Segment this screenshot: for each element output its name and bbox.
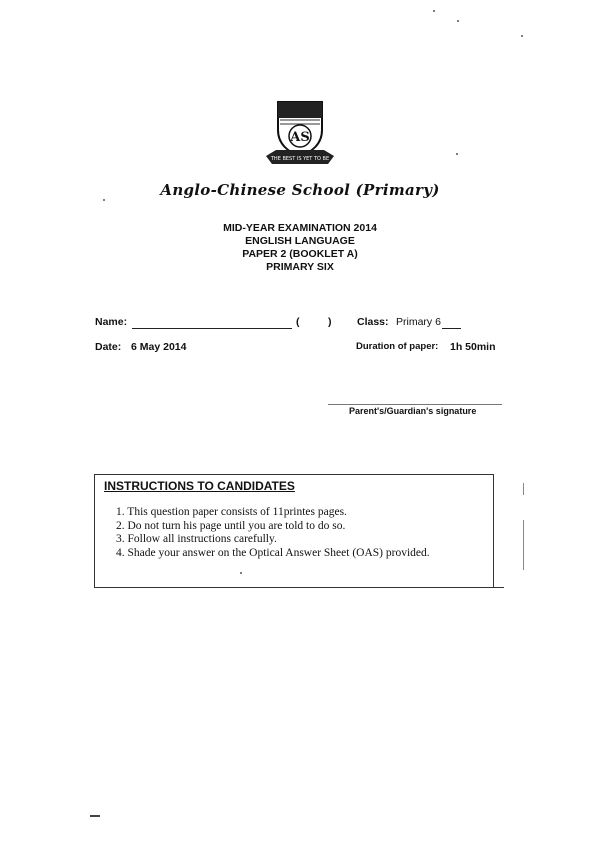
exam-level: PRIMARY SIX bbox=[266, 261, 334, 273]
duration-label: Duration of paper: bbox=[356, 341, 439, 352]
name-label: Name: bbox=[95, 316, 128, 328]
school-name: Anglo-Chinese School (Primary) bbox=[160, 181, 440, 199]
date-value: 6 May 2014 bbox=[131, 341, 187, 353]
instructions-list bbox=[116, 506, 430, 560]
instructions-box-bottom bbox=[94, 587, 504, 588]
paren-open: ( bbox=[296, 316, 300, 328]
instruction-item: 4. Shade your answer on the Optical Answer Sheet (OAS) provided. bbox=[116, 546, 430, 559]
instruction-item: 2. Do not turn his page until you are told to do so. bbox=[116, 519, 346, 532]
crest-shield-top bbox=[278, 102, 322, 118]
school-crest bbox=[262, 100, 338, 172]
signature-label: Parent's/Guardian's signature bbox=[349, 406, 477, 416]
duration-value: 1h 50min bbox=[450, 341, 496, 353]
class-label: Class: bbox=[357, 316, 389, 328]
scan-mark bbox=[523, 483, 524, 495]
instructions-title: INSTRUCTIONS TO CANDIDATES bbox=[104, 479, 295, 493]
scan-mark bbox=[523, 520, 524, 570]
scan-speck bbox=[433, 10, 435, 12]
instruction-item: 3. Follow all instructions carefully. bbox=[116, 533, 277, 545]
exam-subject: ENGLISH LANGUAGE bbox=[245, 235, 355, 247]
date-label: Date: bbox=[95, 341, 122, 353]
paren-close: ) bbox=[328, 316, 332, 328]
instruction-item: 1. This question paper consists of 11printes pages. bbox=[116, 506, 347, 518]
scan-speck bbox=[240, 572, 242, 574]
scan-speck bbox=[456, 153, 458, 155]
class-value: Primary 6 bbox=[396, 316, 441, 328]
scan-speck bbox=[521, 35, 523, 37]
scan-speck bbox=[90, 815, 100, 817]
exam-title: MID-YEAR EXAMINATION 2014 bbox=[223, 222, 377, 234]
exam-paper: PAPER 2 (BOOKLET A) bbox=[242, 248, 358, 260]
crest-motto: THE BEST IS YET TO BE bbox=[270, 156, 330, 162]
scan-speck bbox=[457, 20, 459, 22]
crest-letters: AS bbox=[290, 130, 310, 145]
scan-speck bbox=[103, 199, 105, 201]
class-field-line[interactable] bbox=[442, 328, 461, 329]
signature-line[interactable] bbox=[328, 404, 502, 405]
name-field-line[interactable] bbox=[132, 328, 292, 329]
